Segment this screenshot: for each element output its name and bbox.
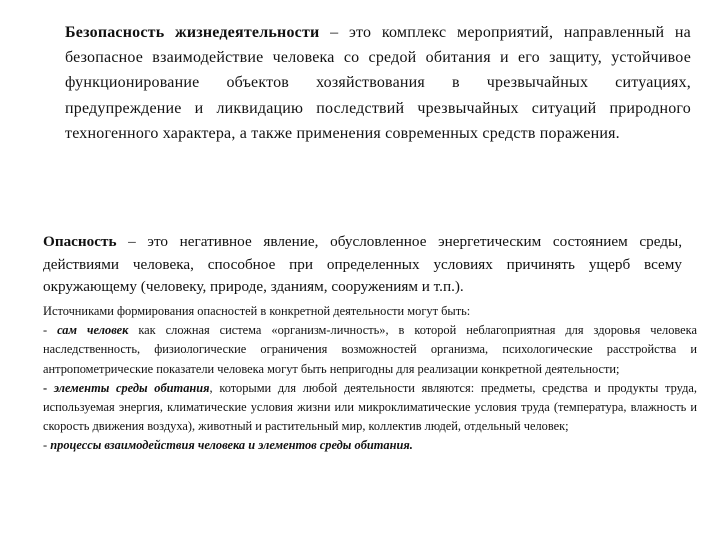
list-dash: - (43, 438, 51, 453)
source-text-human: как сложная система «организм-личность», в которой неблагоприятная для здоровья человека наследственность, физиологические ограничения возможностей организма, психологические расстройства и антропометрические показатели человека могут быть непригодны для реализации конкретной деятельности; (43, 323, 698, 376)
source-item-environment (43, 379, 697, 437)
definition-danger-text: – это негативное явление, обусловленное энергетическим состоянием среды, действиями человека, способное при определенных условиях причинять ущерб всему окружающему (человеку, природе, зданиям, сооружениям и т.п.). (43, 233, 682, 295)
source-term-interaction: процессы взаимодействия человека и элементов среды обитания. (50, 438, 413, 453)
source-text-environment: , которыми для любой деятельности являются: предметы, средства и продукты труда, используемая энергия, климатические условия жизни или микроклиматические условия труда (температура, влажность и скорость движения воздуха), животный и растительный мир, коллектив людей, отдельный человек; (43, 380, 697, 434)
term-life-safety: Безопасность жизнедеятельности (65, 24, 320, 41)
definition-danger (43, 231, 682, 299)
definition-life-safety (65, 20, 691, 146)
list-dash: - (43, 380, 54, 395)
danger-sources (43, 302, 697, 456)
definition-life-safety-text: – это комплекс мероприятий, направленный на безопасное взаимодействие человека со средой обитания и его защиту, устойчивое функционирование объектов хозяйствования в чрезвычайных ситуациях, предупреждение и ликвидацию последствий чрезвычайных ситуаций природного техногенного характера, а также применения современных средств поражения. (65, 24, 691, 142)
danger-sources-intro: Источниками формирования опасностей в конкретной деятельности могут быть: (43, 304, 471, 318)
source-item-human (43, 321, 697, 379)
source-term-human: сам человек (57, 323, 129, 338)
source-item-interaction (43, 436, 697, 455)
term-danger: Опасность (43, 233, 117, 250)
list-dash: - (43, 323, 58, 338)
source-term-environment: элементы среды обитания (53, 380, 210, 395)
